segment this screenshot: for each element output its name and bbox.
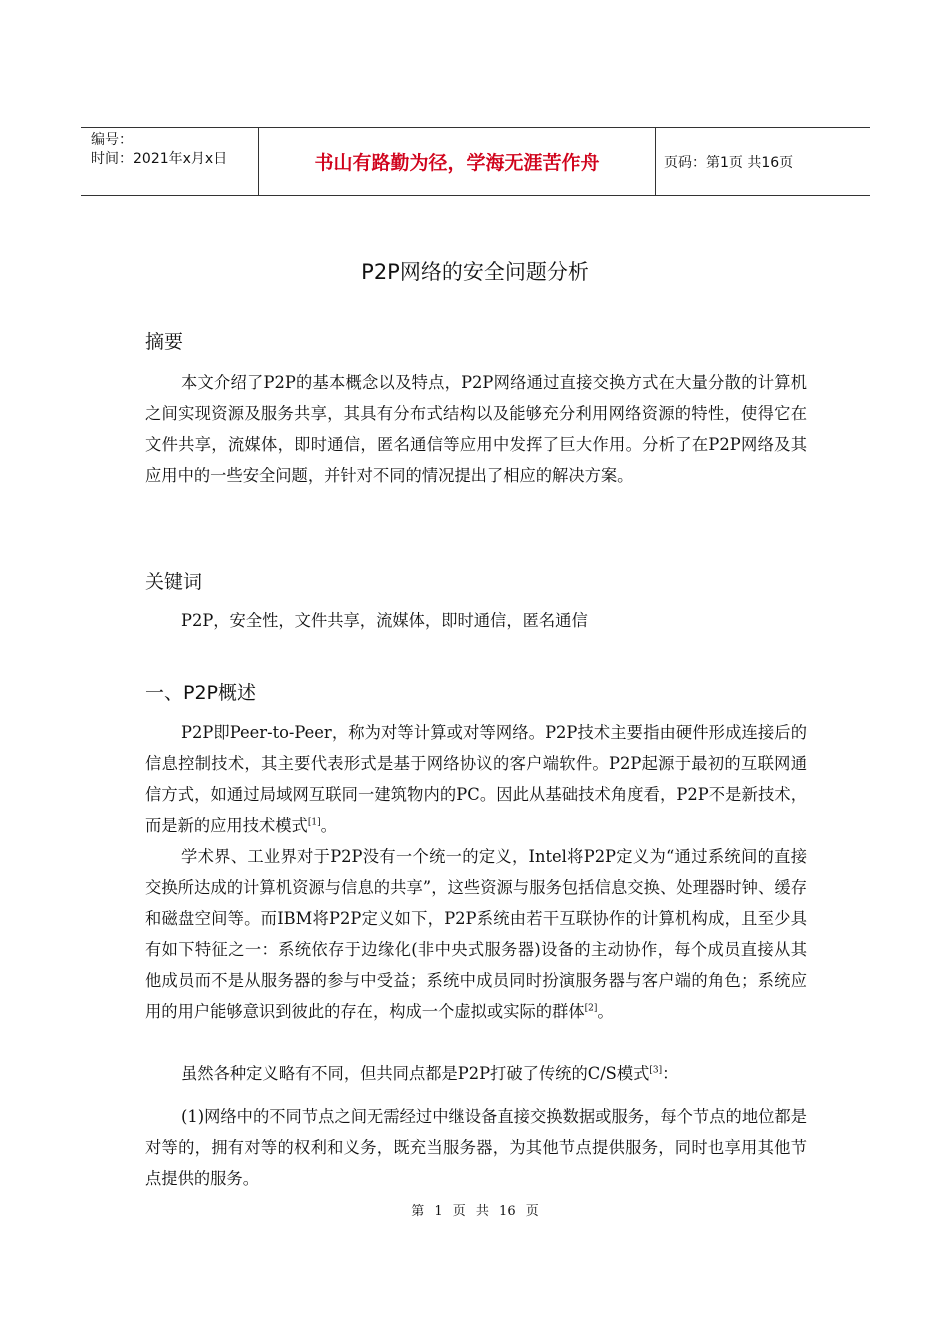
page-info: 页码：第1页 共16页 (664, 154, 794, 171)
time-label: 时间：2021年x月x日 (91, 151, 228, 167)
keywords-heading: 关键词 (145, 571, 203, 593)
section1-paragraph-2 (145, 841, 807, 1027)
citation-ref: [2] (584, 1003, 598, 1014)
paragraph-end: 。 (597, 1002, 614, 1021)
document-title: P2P网络的安全问题分析 (361, 260, 589, 284)
header-page-cell (656, 128, 870, 195)
header-motto-cell (259, 128, 656, 195)
paragraph-end: ： (662, 1064, 679, 1083)
abstract-heading: 摘要 (145, 331, 184, 353)
paragraph-text: 学术界、工业界对于P2P没有一个统一的定义，Intel将P2P定义为“通过系统间的直接交换所达成的计算机资源与信息的共享”，这些资源与服务包括信息交换、处理器时钟、缓存和磁盘空间等。而IBM将P2P定义如下，P2P系统由若干互联协作的计算机构成，且至少具有如下特征之一：系统依存于边缘化(非中央式服务器)设备的主动协作，每个成员直接从其他成员而不是从服务器的参与中受益；系统中成员同时扮演服务器与客户端的角色；系统应用的用户能够意识到彼此的存在，构成一个虚拟或实际的群体 (145, 847, 807, 1021)
section1-paragraph-4: (1)网络中的不同节点之间无需经过中继设备直接交换数据或服务，每个节点的地位都是对等的，拥有对等的权利和义务，既充当服务器，为其他节点提供服务，同时也享用其他节点提供的服务。 (145, 1107, 807, 1188)
citation-ref: [1] (307, 817, 321, 828)
number-label: 编号： (91, 132, 133, 148)
keywords-text: P2P，安全性，文件共享，流媒体，即时通信，匿名通信 (181, 611, 588, 630)
paragraph-text: 虽然各种定义略有不同，但共同点都是P2P打破了传统的C/S模式 (181, 1064, 650, 1083)
motto-text: 书山有路勤为径，学海无涯苦作舟 (314, 152, 600, 174)
paragraph-end: 。 (320, 816, 337, 835)
header-table (81, 127, 870, 196)
citation-ref: [3] (649, 1065, 663, 1076)
section1-paragraph-1 (145, 717, 807, 841)
header-meta-cell (81, 128, 259, 195)
section1-heading: 一、P2P概述 (145, 682, 257, 704)
abstract-text: 本文介绍了P2P的基本概念以及特点，P2P网络通过直接交换方式在大量分散的计算机之间实现资源及服务共享，其具有分布式结构以及能够充分利用网络资源的特性，使得它在文件共享，流媒体，即时通信，匿名通信等应用中发挥了巨大作用。分析了在P2P网络及其应用中的一些安全问题，并针对不同的情况提出了相应的解决方案。 (145, 373, 807, 485)
page-footer: 第 1 页 共 16 页 (411, 1204, 539, 1219)
section1-paragraph-3 (145, 1058, 807, 1089)
paragraph-text: P2P即Peer-to-Peer，称为对等计算或对等网络。P2P技术主要指由硬件形成连接后的信息控制技术，其主要代表形式是基于网络协议的客户端软件。P2P起源于最初的互联网通信方式，如通过局域网互联同一建筑物内的PC。因此从基础技术角度看，P2P不是新技术，而是新的应用技术模式 (145, 723, 807, 835)
